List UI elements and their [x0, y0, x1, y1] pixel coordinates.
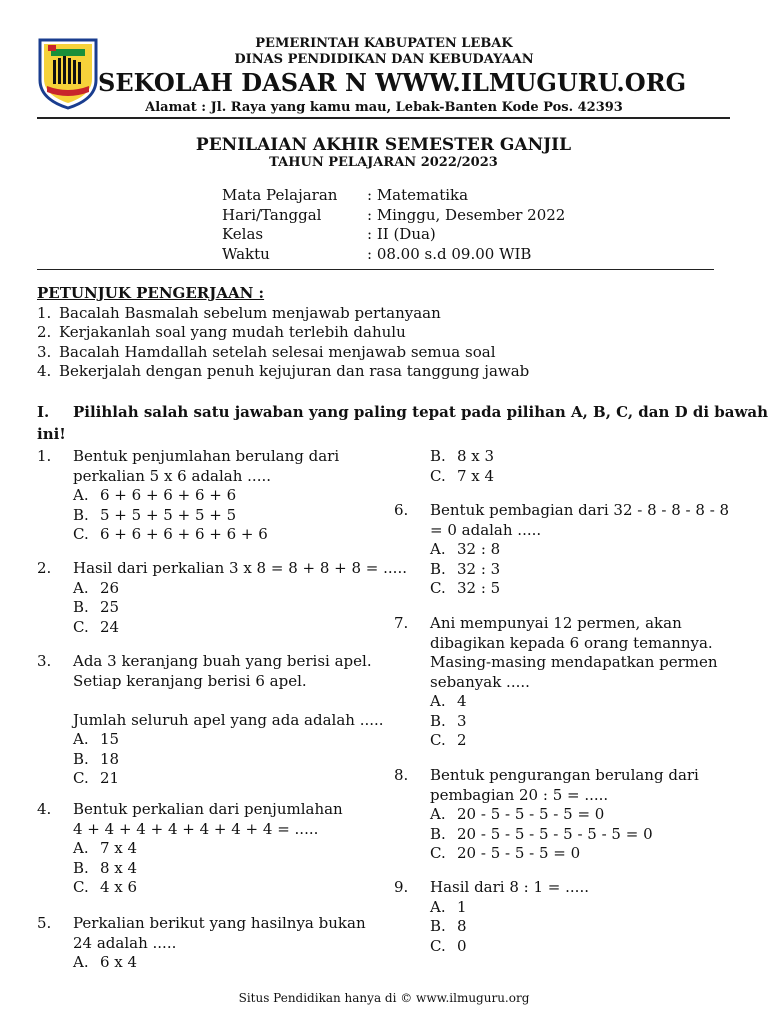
- exam-year: TAHUN PELAJARAN 2022/2023: [269, 155, 498, 170]
- question-text: Setiap keranjang berisi 6 apel.: [73, 671, 307, 690]
- question-text: = 0 adalah .....: [430, 520, 542, 539]
- section-heading: [37, 401, 768, 445]
- option-b[interactable]: B. 8 x 3: [430, 447, 495, 465]
- instruction-item: 1. Bacalah Basmalah sebelum menjawab pertanyaan: [37, 303, 441, 322]
- option-c[interactable]: C. 7 x 4: [430, 466, 495, 485]
- footer-note[interactable]: Situs Pendidikan hanya di © www.ilmuguru.org: [238, 991, 530, 1005]
- option-b[interactable]: B. 20 - 5 - 5 - 5 - 5 - 5 - 5 = 0: [430, 824, 653, 843]
- question-3: 3. Ada 3 keranjang buah yang berisi apel. Setiap keranjang berisi 6 apel. Jumlah seluruh apel yang ada adalah ..... A. 15 B. 18 C. 21: [37, 652, 384, 787]
- option-c[interactable]: C. 4 x 6: [73, 878, 138, 896]
- option-b[interactable]: B. 8 x 4: [73, 858, 138, 877]
- option-b[interactable]: B. 18: [73, 749, 120, 768]
- option-b[interactable]: B. 5 + 5 + 5 + 5 + 5: [73, 505, 237, 524]
- school-logo: [37, 36, 99, 110]
- question-prompt: Jumlah seluruh apel yang ada adalah .....: [73, 710, 384, 729]
- instructions-title: PETUNJUK PENGERJAAN :: [37, 284, 265, 302]
- question-text: pembagian 20 : 5 = .....: [430, 785, 609, 804]
- option-a[interactable]: A. 32 : 8: [430, 540, 501, 558]
- question-text: dibagikan kepada 6 orang temannya.: [430, 633, 713, 652]
- gov-line: PEMERINTAH KABUPATEN LEBAK: [255, 36, 513, 51]
- instruction-item: 2. Kerjakanlah soal yang mudah terlebih dahulu: [37, 323, 406, 341]
- header-divider: [37, 117, 730, 119]
- question-text: Bentuk pengurangan berulang dari: [430, 766, 699, 784]
- school-address: Alamat : Jl. Raya yang kamu mau, Lebak-Banten Kode Pos. 42393: [145, 100, 623, 115]
- option-c[interactable]: C. 21: [73, 769, 120, 787]
- question-2: 2. Hasil dari perkalian 3 x 8 = 8 + 8 + 8 = ..... A. 26 B. 25 C. 24: [37, 559, 407, 636]
- instruction-item: 3. Bacalah Hamdallah setelah selesai menjawab semua soal: [37, 342, 496, 361]
- option-a[interactable]: A. 6 x 4: [73, 953, 138, 971]
- option-a[interactable]: A. 26: [73, 578, 120, 597]
- option-b[interactable]: B. 3: [430, 711, 467, 730]
- question-text: Ada 3 keranjang buah yang berisi apel.: [73, 652, 372, 670]
- question-text: Masing-masing mendapatkan permen: [430, 653, 718, 671]
- question-text: Hasil dari 8 : 1 = .....: [430, 878, 589, 896]
- option-b[interactable]: B. 8: [430, 917, 467, 935]
- question-5-continued: [430, 447, 494, 486]
- section-instruction-cont: ini!: [37, 425, 66, 443]
- option-c[interactable]: C. 0: [430, 936, 467, 955]
- question-text: Bentuk pembagian dari 32 - 8 - 8 - 8 - 8: [430, 501, 730, 519]
- question-6: 6. Bentuk pembagian dari 32 - 8 - 8 - 8 - 8 = 0 adalah ..... A. 32 : 8 B. 32 : 3 C. 32 : 5: [394, 501, 730, 597]
- question-text: Ani mempunyai 12 permen, akan: [430, 614, 682, 632]
- option-a[interactable]: A. 1: [430, 897, 467, 916]
- question-9: 9. Hasil dari 8 : 1 = ..... A. 1 B. 8 C. 0: [394, 878, 589, 955]
- option-a[interactable]: A. 20 - 5 - 5 - 5 - 5 = 0: [430, 805, 605, 823]
- option-c[interactable]: C. 24: [73, 617, 120, 636]
- question-1: 1. Bentuk penjumlahan berulang dari perkalian 5 x 6 adalah ..... A. 6 + 6 + 6 + 6 + 6 B. 5 + 5 + 5 + 5 + 5 C. 6 + 6 + 6 + 6 + 6 + 6: [37, 447, 340, 543]
- question-text: perkalian 5 x 6 adalah .....: [73, 466, 271, 485]
- option-c[interactable]: C. 2: [430, 731, 467, 749]
- option-a[interactable]: A. 4: [430, 692, 467, 710]
- question-5: 5. Perkalian berikut yang hasilnya bukan 24 adalah ..... A. 6 x 4: [37, 914, 366, 971]
- option-c[interactable]: C. 20 - 5 - 5 - 5 = 0: [430, 844, 581, 862]
- dept-line: DINAS PENDIDIKAN DAN KEBUDAYAAN: [234, 52, 534, 67]
- instructions: [37, 284, 529, 382]
- question-text: 4 + 4 + 4 + 4 + 4 + 4 + 4 = .....: [73, 819, 319, 838]
- option-b[interactable]: B. 25: [73, 598, 120, 616]
- section-number: I.: [37, 403, 50, 421]
- option-c[interactable]: C. 6 + 6 + 6 + 6 + 6 + 6: [73, 525, 268, 543]
- section-instruction: Pilihlah salah satu jawaban yang paling tepat pada pilihan A, B, C, dan D di bawah: [73, 403, 768, 421]
- instruction-item: 4. Bekerjalah dengan penuh kejujuran dan rasa tanggung jawab: [37, 362, 530, 380]
- question-7: 7. Ani mempunyai 12 permen, akan dibagikan kepada 6 orang temannya. Masing-masing mendapatkan permen sebanyak ..... A. 4 B. 3 C. 2: [394, 614, 718, 749]
- question-4: 4. Bentuk perkalian dari penjumlahan 4 + 4 + 4 + 4 + 4 + 4 + 4 = ..... A. 7 x 4 B. 8 x 4 C. 4 x 6: [37, 800, 343, 896]
- option-c[interactable]: C. 32 : 5: [430, 579, 501, 597]
- question-text: sebanyak .....: [430, 672, 530, 691]
- question-text: Perkalian berikut yang hasilnya bukan: [73, 914, 366, 932]
- question-text: Bentuk perkalian dari penjumlahan: [73, 800, 343, 818]
- question-text: Bentuk penjumlahan berulang dari: [73, 447, 340, 465]
- info-divider: [37, 269, 714, 270]
- question-text: Hasil dari perkalian 3 x 8 = 8 + 8 + 8 = .....: [73, 559, 407, 577]
- option-b[interactable]: B. 32 : 3: [430, 559, 501, 578]
- question-8: 8. Bentuk pengurangan berulang dari pembagian 20 : 5 = ..... A. 20 - 5 - 5 - 5 - 5 = 0 B. 20 - 5 - 5 - 5 - 5 - 5 - 5 = 0 C. 20 - 5 - 5 - 5 = 0: [394, 766, 699, 862]
- exam-title: PENILAIAN AKHIR SEMESTER GANJIL: [195, 135, 572, 155]
- question-text: 24 adalah .....: [73, 933, 177, 952]
- school-name: SEKOLAH DASAR N WWW.ILMUGURU.ORG: [98, 68, 687, 97]
- option-a[interactable]: A. 6 + 6 + 6 + 6 + 6: [73, 486, 237, 504]
- option-a[interactable]: A. 15: [73, 730, 120, 748]
- option-a[interactable]: A. 7 x 4: [73, 839, 138, 857]
